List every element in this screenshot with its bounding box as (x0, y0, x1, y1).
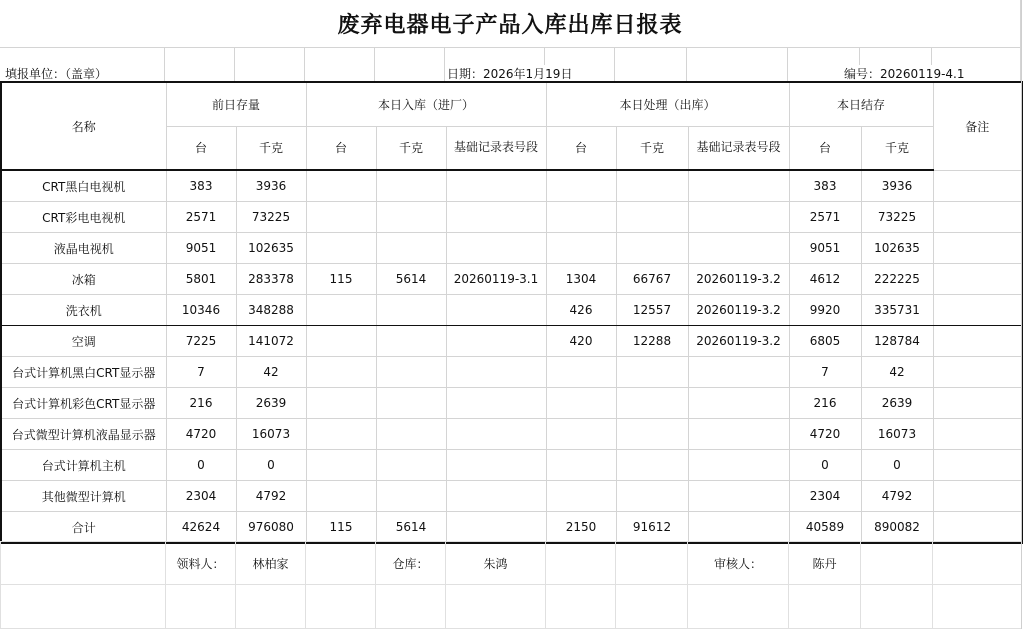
remark-cell (933, 233, 1022, 264)
stock-tai-cell: 383 (789, 170, 861, 202)
out-kg-cell (616, 233, 688, 264)
in-kg-cell (376, 419, 446, 450)
in-tai-cell (306, 202, 376, 233)
in-record-cell (446, 419, 546, 450)
out-record-cell (688, 481, 789, 512)
item-name-cell: 台式计算机主机 (1, 450, 166, 481)
prev-kg-cell: 4792 (236, 481, 306, 512)
in-kg-cell: 5614 (376, 264, 446, 295)
stock-tai-cell: 0 (789, 450, 861, 481)
stock-kg-cell: 4792 (861, 481, 933, 512)
out-tai-cell (546, 419, 616, 450)
blank-row (1, 585, 1022, 629)
prev-kg-cell: 3936 (236, 170, 306, 202)
out-tai-cell (546, 202, 616, 233)
out-record-cell (688, 419, 789, 450)
out-tai-cell (546, 233, 616, 264)
out-tai-cell (546, 388, 616, 419)
remark-cell (933, 419, 1022, 450)
header-stock-today: 本日结存 (789, 82, 933, 126)
table-row (1, 170, 1022, 202)
prev-kg-cell: 141072 (236, 326, 306, 357)
prev-tai-cell: 5801 (166, 264, 236, 295)
report-title: 废弃电器电子产品入库出库日报表 (0, 0, 1021, 48)
stock-kg-cell: 0 (861, 450, 933, 481)
remark-cell (933, 326, 1022, 357)
in-kg-cell (376, 481, 446, 512)
in-tai-cell (306, 419, 376, 450)
header-out-record: 基础记录表号段 (688, 126, 789, 170)
item-name-cell: CRT彩电电视机 (1, 202, 166, 233)
table-row (1, 388, 1022, 419)
out-kg-cell (616, 419, 688, 450)
signature-area (0, 541, 1022, 629)
header-out-tai: 台 (546, 126, 616, 170)
out-kg-cell: 12288 (616, 326, 688, 357)
table-body (1, 170, 1022, 543)
out-record-cell: 20260119-3.2 (688, 295, 789, 326)
header-remark: 备注 (933, 82, 1022, 170)
remark-cell (933, 202, 1022, 233)
reviewer-label: 审核人： (688, 542, 789, 585)
prev-kg-cell: 348288 (236, 295, 306, 326)
in-tai-cell (306, 357, 376, 388)
stock-kg-cell: 102635 (861, 233, 933, 264)
prev-tai-cell: 7 (166, 357, 236, 388)
receiver-label: 领料人： (166, 542, 236, 585)
in-record-cell (446, 357, 546, 388)
stock-tai-cell: 6805 (789, 326, 861, 357)
stock-kg-cell: 42 (861, 357, 933, 388)
prev-tai-cell: 4720 (166, 419, 236, 450)
header-in-today: 本日入库（进厂） (306, 82, 546, 126)
prev-tai-cell: 42624 (166, 512, 236, 544)
prev-tai-cell: 216 (166, 388, 236, 419)
header-row-1 (1, 82, 1022, 126)
out-record-cell (688, 388, 789, 419)
remark-cell (933, 512, 1022, 544)
in-record-cell (446, 233, 546, 264)
in-tai-cell (306, 450, 376, 481)
item-name-cell: 洗衣机 (1, 295, 166, 326)
item-name-cell: CRT黑白电视机 (1, 170, 166, 202)
in-tai-cell (306, 481, 376, 512)
in-record-cell (446, 512, 546, 544)
in-tai-cell: 115 (306, 264, 376, 295)
table-row (1, 450, 1022, 481)
in-kg-cell (376, 326, 446, 357)
remark-cell (933, 295, 1022, 326)
prev-kg-cell: 102635 (236, 233, 306, 264)
in-record-cell (446, 388, 546, 419)
in-kg-cell (376, 202, 446, 233)
prev-kg-cell: 976080 (236, 512, 306, 544)
out-record-cell (688, 170, 789, 202)
stock-tai-cell: 216 (789, 388, 861, 419)
reviewer-name: 陈丹 (789, 542, 861, 585)
in-kg-cell (376, 170, 446, 202)
header-prev-stock: 前日存量 (166, 82, 306, 126)
out-kg-cell (616, 170, 688, 202)
inventory-table (0, 81, 1023, 544)
out-record-cell (688, 512, 789, 544)
in-record-cell (446, 170, 546, 202)
out-tai-cell: 426 (546, 295, 616, 326)
out-record-cell (688, 450, 789, 481)
in-kg-cell (376, 357, 446, 388)
header-stock-kg: 千克 (861, 126, 933, 170)
out-record-cell (688, 202, 789, 233)
remark-cell (933, 450, 1022, 481)
in-kg-cell: 5614 (376, 512, 446, 544)
item-name-cell: 台式微型计算机液晶显示器 (1, 419, 166, 450)
item-name-cell: 冰箱 (1, 264, 166, 295)
prev-tai-cell: 0 (166, 450, 236, 481)
stock-tai-cell: 4720 (789, 419, 861, 450)
warehouse-name: 朱鸿 (446, 542, 546, 585)
table-row (1, 357, 1022, 388)
report-number: 编号：20260119-4.1 (844, 67, 965, 81)
item-name-cell: 台式计算机黑白CRT显示器 (1, 357, 166, 388)
in-record-cell (446, 326, 546, 357)
prev-tai-cell: 2571 (166, 202, 236, 233)
prev-tai-cell: 10346 (166, 295, 236, 326)
table-row (1, 202, 1022, 233)
prev-kg-cell: 73225 (236, 202, 306, 233)
prev-kg-cell: 0 (236, 450, 306, 481)
prev-kg-cell: 42 (236, 357, 306, 388)
table-row (1, 233, 1022, 264)
reporting-unit-label: 填报单位：（盖章） (5, 67, 108, 81)
item-name-cell: 其他微型计算机 (1, 481, 166, 512)
out-kg-cell (616, 388, 688, 419)
out-kg-cell: 91612 (616, 512, 688, 544)
item-name-cell: 液晶电视机 (1, 233, 166, 264)
out-record-cell (688, 233, 789, 264)
in-tai-cell: 115 (306, 512, 376, 544)
stock-kg-cell: 2639 (861, 388, 933, 419)
out-kg-cell (616, 202, 688, 233)
receiver-name: 林柏家 (236, 542, 306, 585)
header-stock-tai: 台 (789, 126, 861, 170)
stock-tai-cell: 9920 (789, 295, 861, 326)
out-tai-cell (546, 357, 616, 388)
item-name-cell: 台式计算机彩色CRT显示器 (1, 388, 166, 419)
prev-kg-cell: 2639 (236, 388, 306, 419)
in-record-cell (446, 450, 546, 481)
in-tai-cell (306, 388, 376, 419)
out-tai-cell: 2150 (546, 512, 616, 544)
stock-kg-cell: 128784 (861, 326, 933, 357)
in-tai-cell (306, 233, 376, 264)
item-name-cell: 空调 (1, 326, 166, 357)
stock-tai-cell: 4612 (789, 264, 861, 295)
remark-cell (933, 481, 1022, 512)
remark-cell (933, 264, 1022, 295)
stock-tai-cell: 40589 (789, 512, 861, 544)
in-record-cell (446, 202, 546, 233)
header-in-tai: 台 (306, 126, 376, 170)
stock-tai-cell: 7 (789, 357, 861, 388)
out-tai-cell (546, 450, 616, 481)
prev-kg-cell: 16073 (236, 419, 306, 450)
in-tai-cell (306, 295, 376, 326)
stock-tai-cell: 9051 (789, 233, 861, 264)
out-kg-cell (616, 357, 688, 388)
header-in-record: 基础记录表号段 (446, 126, 546, 170)
out-tai-cell (546, 170, 616, 202)
stock-kg-cell: 3936 (861, 170, 933, 202)
out-kg-cell: 66767 (616, 264, 688, 295)
out-record-cell: 20260119-3.2 (688, 326, 789, 357)
in-record-cell (446, 481, 546, 512)
in-record-cell: 20260119-3.1 (446, 264, 546, 295)
prev-kg-cell: 283378 (236, 264, 306, 295)
table-row (1, 326, 1022, 357)
table-row (1, 419, 1022, 450)
prev-tai-cell: 9051 (166, 233, 236, 264)
header-prev-tai: 台 (166, 126, 236, 170)
out-record-cell: 20260119-3.2 (688, 264, 789, 295)
remark-cell (933, 357, 1022, 388)
prev-tai-cell: 7225 (166, 326, 236, 357)
header-out-kg: 千克 (616, 126, 688, 170)
out-kg-cell (616, 450, 688, 481)
prev-tai-cell: 383 (166, 170, 236, 202)
remark-cell (933, 170, 1022, 202)
out-record-cell (688, 357, 789, 388)
table-row (1, 295, 1022, 326)
remark-cell (933, 388, 1022, 419)
header-out-today: 本日处理（出库） (546, 82, 789, 126)
in-tai-cell (306, 170, 376, 202)
meta-row (0, 48, 1021, 81)
report-date: 日期：2026年1月19日 (447, 67, 573, 81)
out-kg-cell (616, 481, 688, 512)
stock-tai-cell: 2571 (789, 202, 861, 233)
prev-tai-cell: 2304 (166, 481, 236, 512)
stock-kg-cell: 222225 (861, 264, 933, 295)
out-kg-cell: 12557 (616, 295, 688, 326)
in-kg-cell (376, 233, 446, 264)
header-prev-kg: 千克 (236, 126, 306, 170)
total-row (1, 512, 1022, 544)
header-name: 名称 (1, 82, 166, 170)
in-kg-cell (376, 450, 446, 481)
stock-kg-cell: 73225 (861, 202, 933, 233)
table-row (1, 264, 1022, 295)
warehouse-label: 仓库： (376, 542, 446, 585)
in-record-cell (446, 295, 546, 326)
stock-kg-cell: 335731 (861, 295, 933, 326)
out-tai-cell: 1304 (546, 264, 616, 295)
out-tai-cell: 420 (546, 326, 616, 357)
out-tai-cell (546, 481, 616, 512)
in-kg-cell (376, 388, 446, 419)
signature-row (1, 542, 1022, 585)
table-row (1, 481, 1022, 512)
item-name-cell: 合计 (1, 512, 166, 544)
stock-kg-cell: 890082 (861, 512, 933, 544)
header-in-kg: 千克 (376, 126, 446, 170)
in-kg-cell (376, 295, 446, 326)
sheet-edge (1021, 0, 1022, 629)
stock-kg-cell: 16073 (861, 419, 933, 450)
stock-tai-cell: 2304 (789, 481, 861, 512)
in-tai-cell (306, 326, 376, 357)
